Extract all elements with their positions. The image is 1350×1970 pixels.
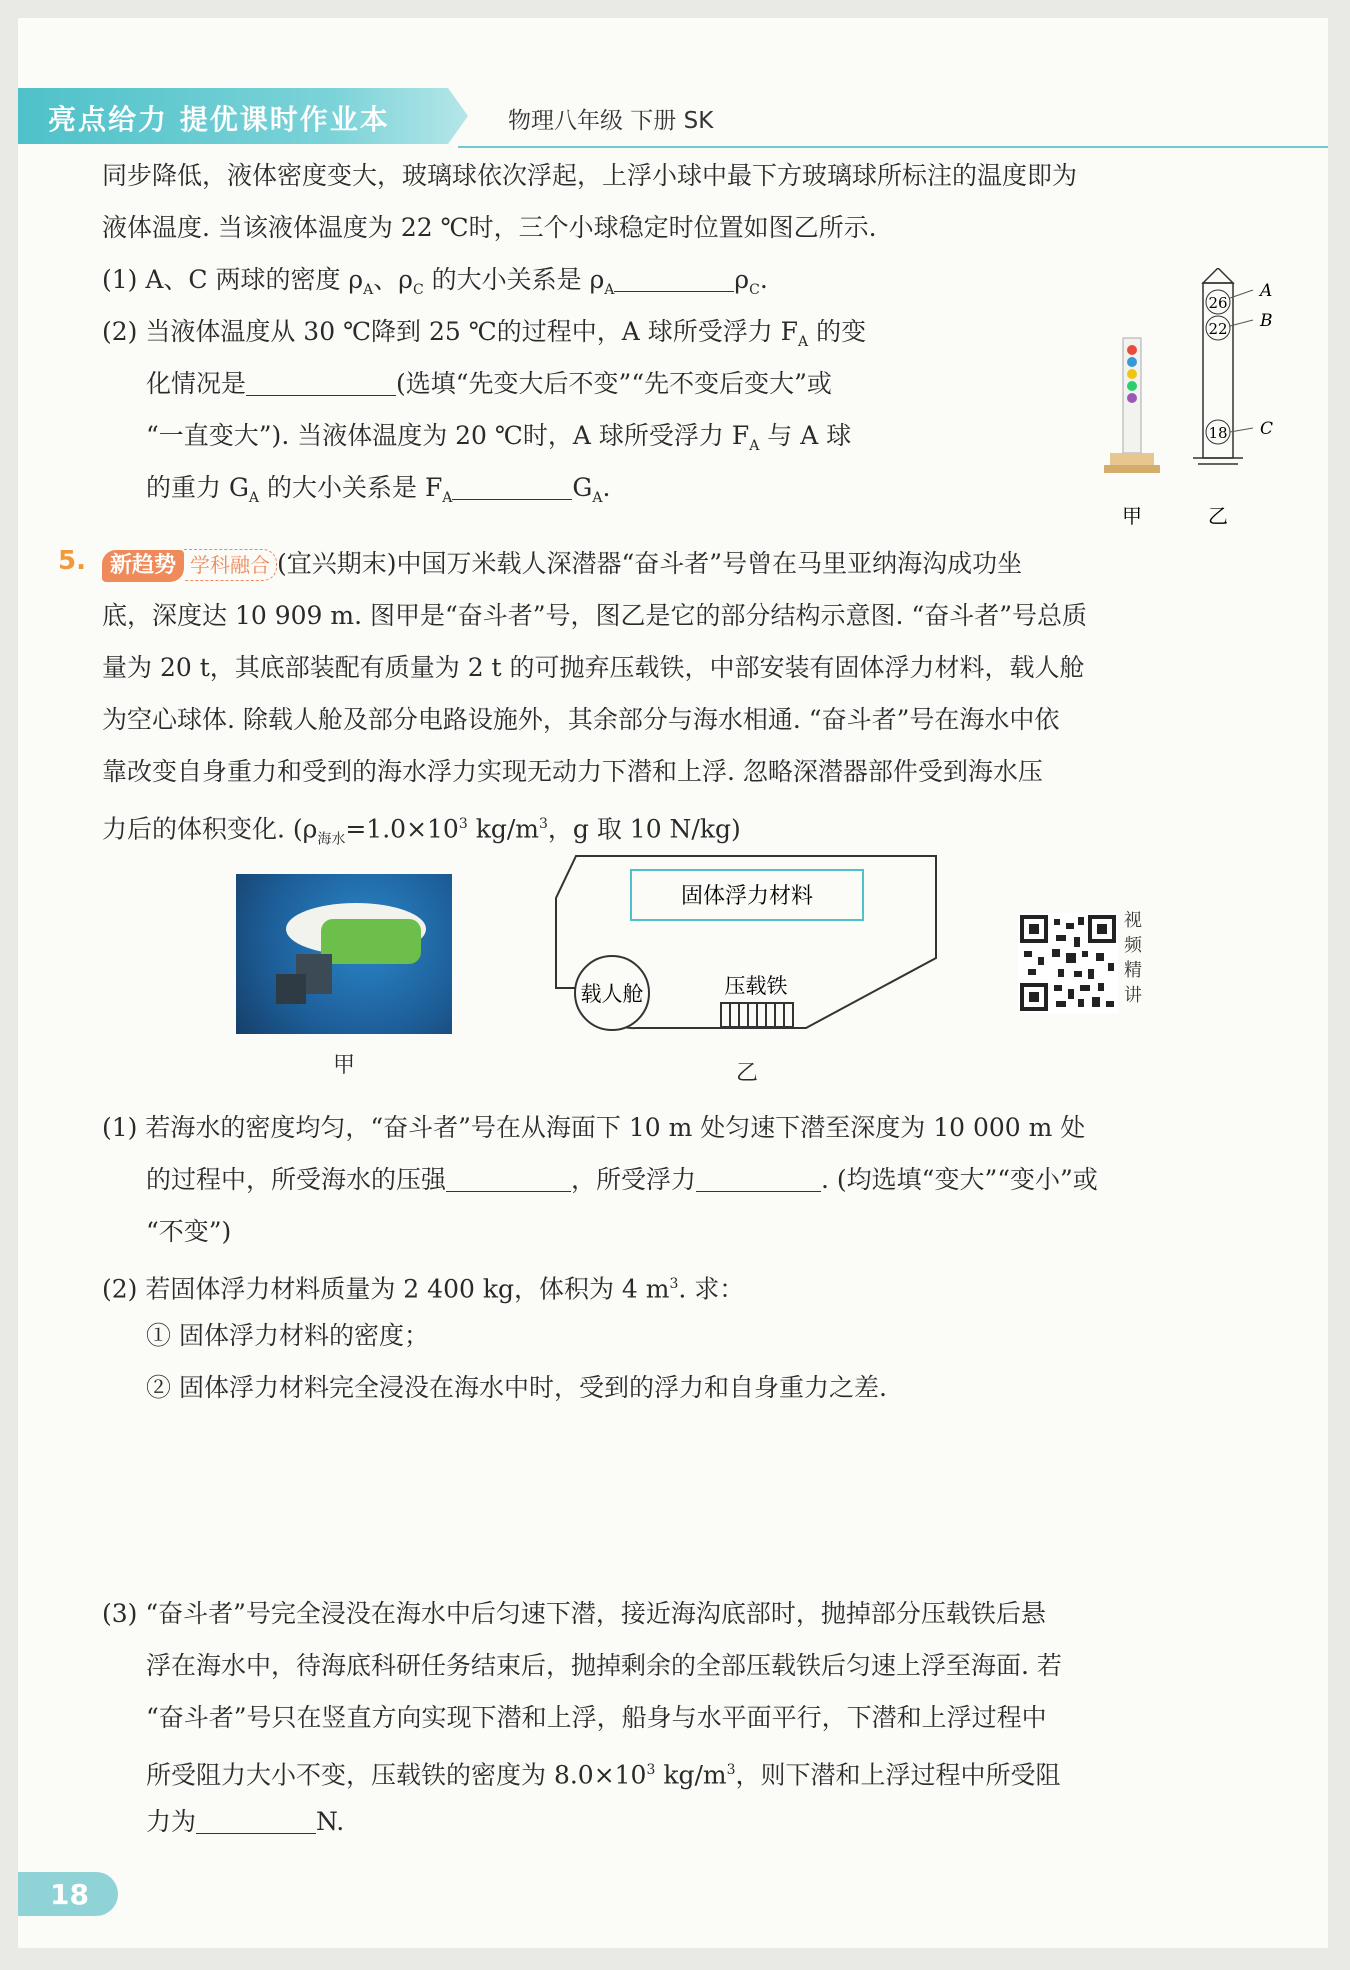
header-divider	[458, 146, 1328, 148]
caption-left: 甲	[1122, 504, 1142, 528]
q5-sub3-line-1: (3) “奋斗者”号完全浸没在海水中后匀速下潜，接近海沟底部时，抛掉部分压载铁后悬	[102, 1599, 1046, 1628]
answer-blank[interactable]	[446, 1159, 571, 1192]
q5-sub3-line-4: 所受阻力大小不变，压载铁的密度为 $8.0\times 10^3$ $kg/m^3$，则下潜和上浮过程中所受阻	[146, 1760, 1061, 1790]
qr-code[interactable]	[1018, 913, 1118, 1013]
q5-sub2-item-2: ② 固体浮力材料完全浸没在海水中时，受到的浮力和自身重力之差.	[146, 1373, 887, 1402]
caption-right: 乙	[1208, 504, 1228, 528]
interdisciplinary-tag: 学科融合	[184, 549, 277, 581]
q5-line-1: 新趋势 学科融合 (宜兴期末)中国万米载人深潜器“奋斗者”号曾在马里亚纳海沟成功坐	[102, 538, 1022, 590]
trend-tag: 新趋势	[102, 550, 184, 582]
q4-line-1: 同步降低，液体密度变大，玻璃球依次浮起，上浮小球中最下方玻璃球所标注的温度即为	[102, 161, 1078, 190]
ball-label: 22	[1208, 320, 1228, 338]
page-number-tab	[18, 1872, 118, 1916]
page	[18, 18, 1328, 1948]
q5-sub1-line-2: 的过程中，所受海水的压强 ，所受浮力 . (均选填“变大”“变小”或	[146, 1154, 1098, 1206]
answer-blank[interactable]	[196, 1801, 316, 1834]
q4-part-2-line-1: (2) 当液体温度从 30 ℃降到 25 ℃的过程中，A 球所受浮力 $F_A$ 的变	[102, 317, 867, 350]
video-lecture-label: 视 频 精 讲	[1124, 910, 1142, 1006]
q5-line-2: 底，深度达 10 909 m. 图甲是“奋斗者”号，图乙是它的部分结构示意图. “奋斗者”号总质	[102, 601, 1087, 630]
thermometer-diagram	[1193, 268, 1273, 464]
submersible-photo	[236, 874, 452, 1034]
ballast-label: 压载铁	[724, 974, 788, 998]
thermometer-photo	[1104, 338, 1160, 473]
submersible-illustration	[236, 874, 452, 1034]
question-number: 5.	[58, 546, 86, 576]
q5-line-3: 量为 20 t，其底部装配有质量为 2 t 的可抛弃压载铁，中部安装有固体浮力材料，载人舱	[102, 653, 1085, 682]
q5-line-6: 力后的体积变化. ($\rho_{海水}=1.0\times 10^3$ $kg/m^3$，g 取 10 N/kg)	[102, 814, 741, 848]
float-material-label: 固体浮力材料	[680, 884, 814, 909]
q4-part-1: (1) A、C 两球的密度 $\rho_A$、$\rho_C$ 的大小关系是 $\rho_A$ $\rho_C$.	[102, 254, 768, 316]
q5-line-5: 靠改变自身重力和受到的海水浮力实现无动力下潜和上浮. 忽略深潜器部件受到海水压	[102, 757, 1043, 786]
q5-sub1-line-1: (1) 若海水的密度均匀，“奋斗者”号在从海面下 10 m 处匀速下潜至深度为 10 000 m 处	[102, 1113, 1086, 1142]
qr-icon[interactable]	[1018, 913, 1118, 1013]
q5-sub1-line-3: “不变”)	[146, 1217, 232, 1246]
answer-blank[interactable]	[452, 467, 572, 500]
crew-cabin-label: 载人舱	[580, 982, 644, 1006]
ball-label: 18	[1208, 424, 1228, 442]
photo-caption: 甲	[333, 1053, 356, 1078]
book-subtitle: 物理八年级 下册 SK	[508, 108, 714, 134]
page-number: 18	[50, 1878, 89, 1911]
q5-sub3-line-3: “奋斗者”号只在竖直方向实现下潜和上浮，船身与水平面平行，下潜和上浮过程中	[146, 1703, 1047, 1732]
submersible-structure-diagram	[546, 848, 946, 1048]
letter-label: A	[1260, 281, 1273, 301]
q5-sub2-line-1: (2) 若固体浮力材料质量为 2 400 kg，体积为 4 $m^3$. 求：	[102, 1274, 745, 1304]
letter-label: B	[1260, 311, 1273, 331]
answer-blank[interactable]	[246, 363, 396, 396]
q5-sub2-item-1: ① 固体浮力材料的密度；	[146, 1321, 429, 1350]
q4-part-2-line-4: 的重力 $G_A$ 的大小关系是 $F_A$ $G_A$.	[146, 462, 610, 524]
galileo-thermometer-figure	[1068, 268, 1318, 538]
letter-label: C	[1260, 419, 1274, 439]
q4-part-2-line-2: 化情况是 (选填“先变大后不变”“先不变后变大”或	[146, 358, 832, 410]
q4-line-2: 液体温度. 当该液体温度为 22 ℃时，三个小球稳定时位置如图乙所示.	[102, 213, 877, 242]
q5-line-4: 为空心球体. 除载人舱及部分电路设施外，其余部分与海水相通. “奋斗者”号在海水中依	[102, 705, 1060, 734]
q4-part-2-line-3: “一直变大”). 当液体温度为 20 ℃时，A 球所受浮力 $F_A$ 与 A 球	[146, 421, 852, 454]
q5-sub3-line-2: 浮在海水中，待海底科研任务结束后，抛掉剩余的全部压载铁后匀速上浮至海面. 若	[146, 1651, 1062, 1680]
answer-blank[interactable]	[614, 259, 734, 292]
diagram-caption: 乙	[736, 1061, 759, 1086]
brand-title: 亮点给力 提优课时作业本	[48, 103, 390, 136]
q5-sub3-line-5: 力为 N.	[146, 1796, 344, 1848]
answer-blank[interactable]	[696, 1159, 821, 1192]
ballast-iron	[721, 1003, 793, 1027]
page-header	[18, 88, 1328, 148]
ball-label: 26	[1208, 294, 1228, 312]
